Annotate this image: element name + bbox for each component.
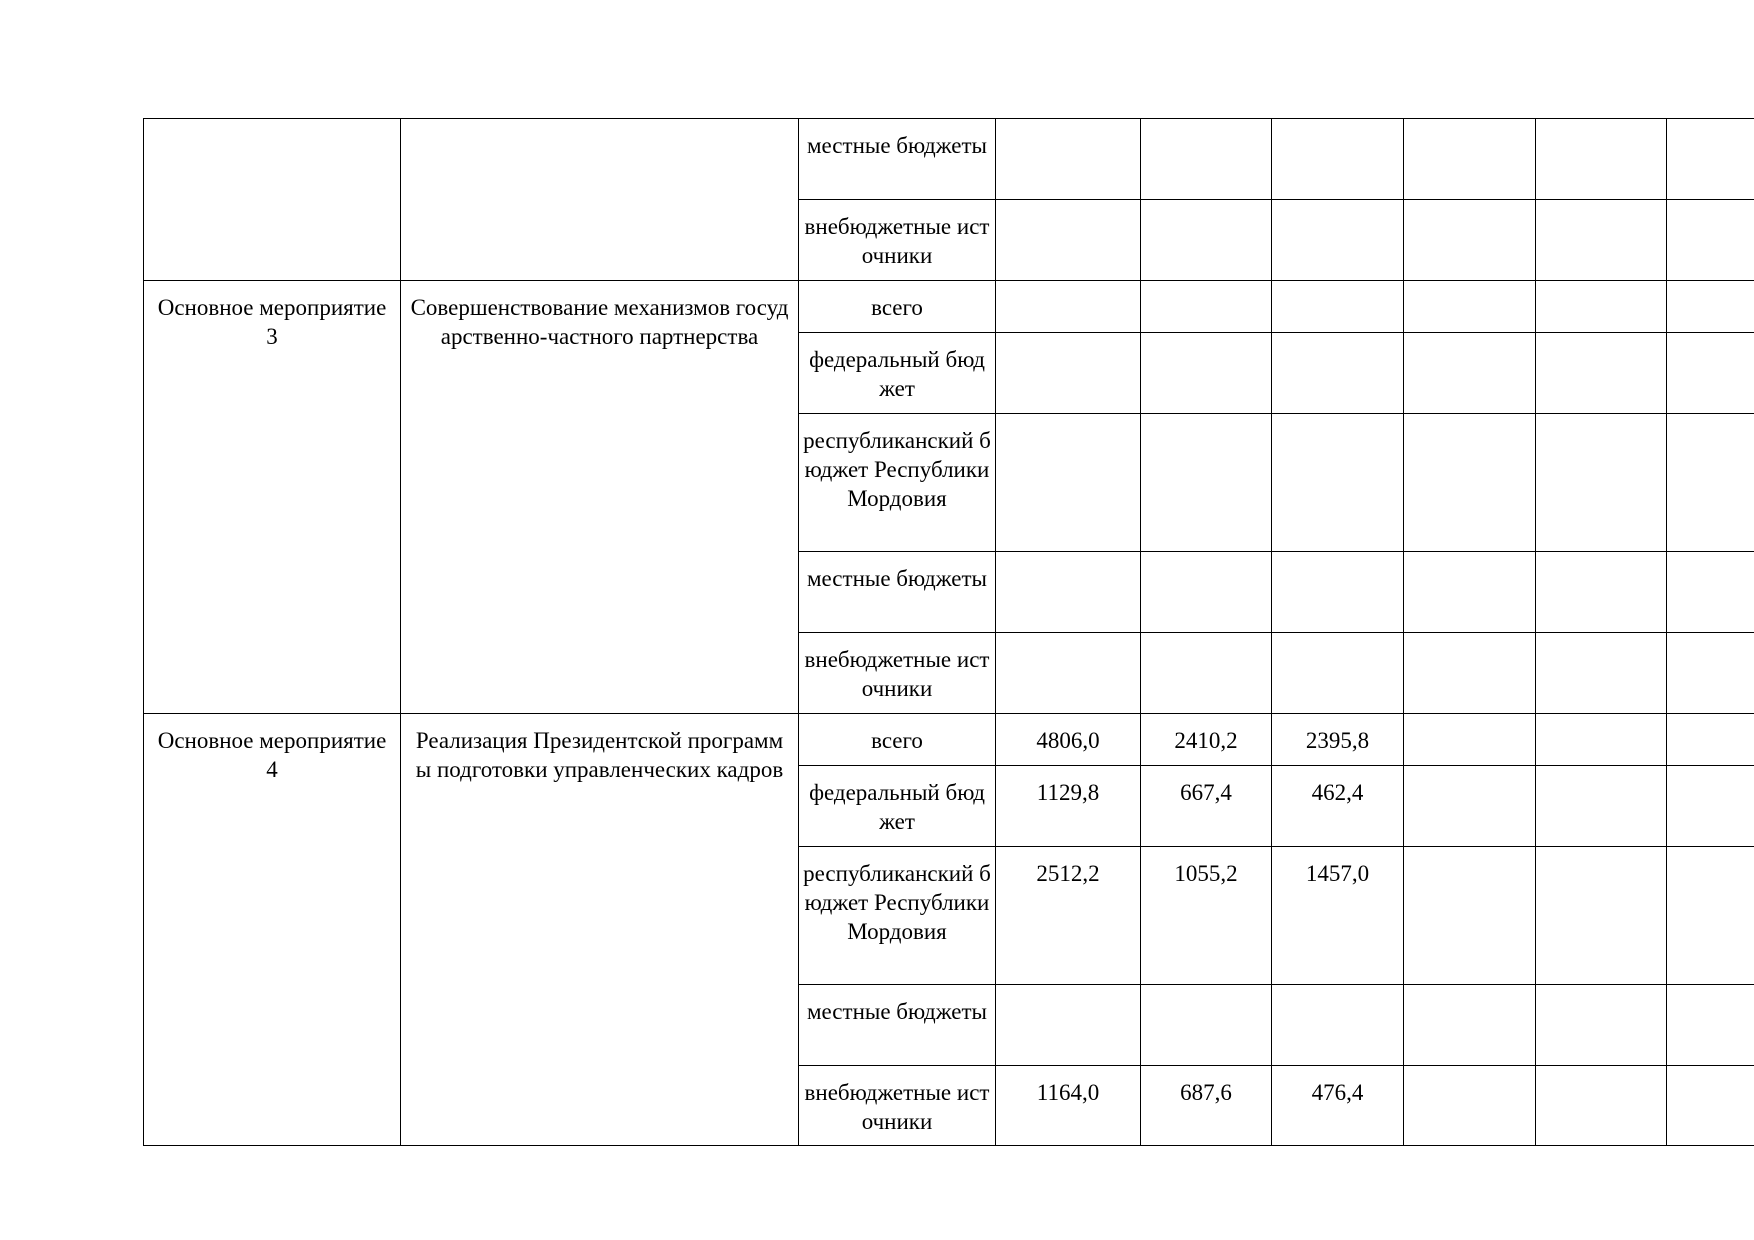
value-cell [1536,1066,1667,1146]
value-cell [1141,552,1272,633]
value-cell [1272,985,1404,1066]
value-cell: 687,6 [1141,1066,1272,1146]
value-cell [1141,281,1272,333]
funding-source-cell: внебюджетные источники [799,200,996,281]
activity-name-cell: Реализация Президентской программы подготовки управленческих кадров [401,714,799,1146]
value-cell [1404,119,1536,200]
value-cell [1667,414,1754,552]
value-cell [1404,714,1536,766]
value-cell [1536,119,1667,200]
value-cell: 1164,0 [996,1066,1141,1146]
value-cell [1667,1066,1754,1146]
value-cell: 1457,0 [1272,847,1404,985]
funding-source-cell: местные бюджеты [799,552,996,633]
value-cell: 2395,8 [1272,714,1404,766]
value-cell [1404,281,1536,333]
value-cell [1272,281,1404,333]
value-cell [1272,552,1404,633]
value-cell [1536,714,1667,766]
funding-source-cell: федеральный бюджет [799,333,996,414]
value-cell [1536,847,1667,985]
value-cell [1272,119,1404,200]
value-cell [1141,119,1272,200]
value-cell [1536,633,1667,714]
value-cell [1667,985,1754,1066]
value-cell [1536,200,1667,281]
value-cell [1667,714,1754,766]
value-cell: 2512,2 [996,847,1141,985]
value-cell: 1055,2 [1141,847,1272,985]
value-cell [996,119,1141,200]
value-cell [996,333,1141,414]
value-cell: 2410,2 [1141,714,1272,766]
value-cell [1272,633,1404,714]
value-cell [1536,985,1667,1066]
value-cell [1404,200,1536,281]
value-cell [1272,414,1404,552]
table-row [144,281,1754,333]
value-cell [1667,552,1754,633]
value-cell [996,200,1141,281]
table-row [144,119,1754,200]
value-cell [1404,847,1536,985]
funding-source-cell: всего [799,714,996,766]
value-cell [996,985,1141,1066]
value-cell: 667,4 [1141,766,1272,847]
value-cell [1141,414,1272,552]
value-cell: 4806,0 [996,714,1141,766]
activity-cell: Основное мероприятие 3 [144,281,401,714]
value-cell [1141,200,1272,281]
funding-source-cell: федеральный бюджет [799,766,996,847]
value-cell [996,281,1141,333]
value-cell [1404,766,1536,847]
funding-source-cell: всего [799,281,996,333]
value-cell [1667,281,1754,333]
funding-source-cell: республиканский бюджет Республики Мордовия [799,847,996,985]
budget-table [143,118,1754,1146]
funding-source-cell: местные бюджеты [799,985,996,1066]
funding-source-cell: местные бюджеты [799,119,996,200]
value-cell [1141,633,1272,714]
value-cell [1667,200,1754,281]
value-cell [1404,633,1536,714]
value-cell [1667,633,1754,714]
value-cell [1272,200,1404,281]
activity-cell: Основное мероприятие 4 [144,714,401,1146]
value-cell [1536,281,1667,333]
value-cell: 1129,8 [996,766,1141,847]
funding-source-cell: республиканский бюджет Республики Мордовия [799,414,996,552]
value-cell [1536,766,1667,847]
value-cell [996,633,1141,714]
funding-source-cell: внебюджетные источники [799,633,996,714]
value-cell [1404,1066,1536,1146]
value-cell: 462,4 [1272,766,1404,847]
activity-cell [144,119,401,281]
value-cell [1404,985,1536,1066]
activity-name-cell: Совершенствование механизмов государственно-частного партнерства [401,281,799,714]
value-cell: 476,4 [1272,1066,1404,1146]
value-cell [1272,333,1404,414]
value-cell [1667,766,1754,847]
value-cell [996,552,1141,633]
value-cell [1667,333,1754,414]
activity-name-cell [401,119,799,281]
funding-source-cell: внебюджетные источники [799,1066,996,1146]
value-cell [1404,552,1536,633]
value-cell [1667,847,1754,985]
value-cell [1536,552,1667,633]
table-row [144,714,1754,766]
value-cell [1404,333,1536,414]
value-cell [1404,414,1536,552]
value-cell [1536,333,1667,414]
value-cell [1536,414,1667,552]
value-cell [1141,985,1272,1066]
value-cell [1667,119,1754,200]
value-cell [1141,333,1272,414]
value-cell [996,414,1141,552]
